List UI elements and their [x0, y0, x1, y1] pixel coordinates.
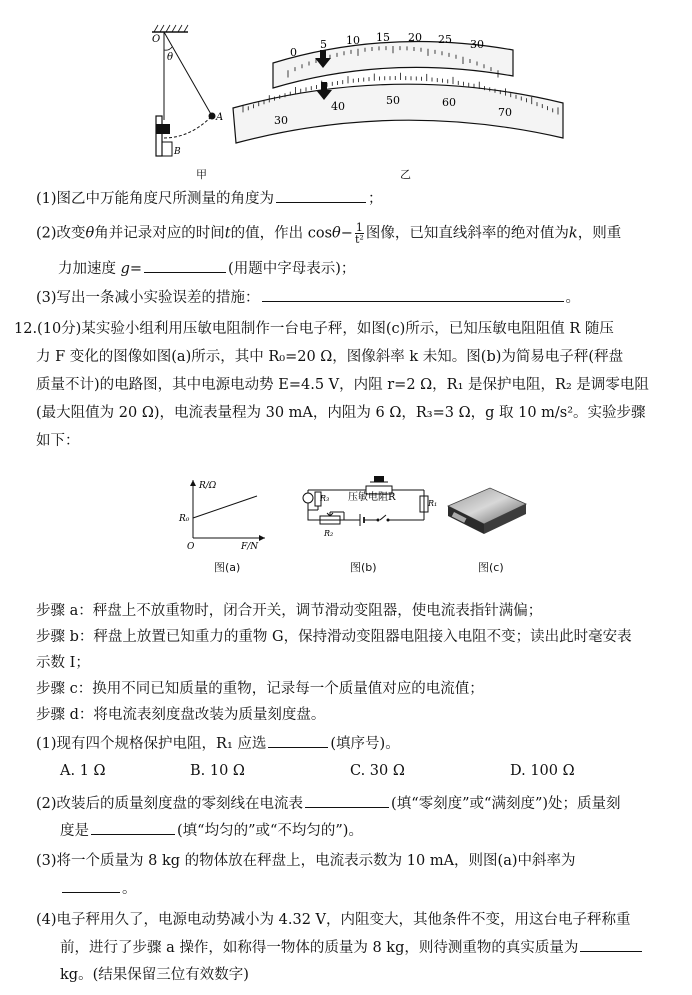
pendulum-a-label: A [216, 112, 224, 123]
main-tick-60: 60 [442, 96, 456, 109]
step-c: 步骤 c：换用不同已知质量的重物，记录每一个质量值对应的电流值； [36, 681, 484, 697]
figure-b-caption: 图(b) [350, 561, 377, 574]
q11-part3: (3)写出一条减小实验误差的措施： 。 [36, 287, 580, 309]
figure-label-yi: 乙 [400, 168, 411, 181]
q12-intro-5: 如下： [36, 433, 80, 449]
q11-part1: (1)图乙中万能角度尺所测量的角度为 ； [36, 188, 383, 210]
main-tick-50: 50 [386, 94, 400, 107]
figure-a-graph [175, 476, 270, 551]
q11-part2-line2: 力加速度 g= (用题中字母表示)； [58, 258, 355, 280]
figure-a-xlabel: F/N [241, 542, 259, 551]
q11-part2: (2)改变θ角并记录对应的时间t的值，作出 cosθ− $\frac{1}{\text{t²}}$ 图像，已知直线斜率的绝对值为k，则重 [36, 221, 622, 246]
figure-c-caption: 图(c) [478, 561, 504, 574]
vernier-protractor-figure [228, 28, 568, 158]
pendulum-o-label: O [152, 34, 161, 45]
q12-part4-line3: kg。(结果保留三位有效数字) [60, 967, 249, 983]
answer-blank-measure[interactable] [262, 287, 564, 302]
q12-part1: (1)现有四个规格保护电阻，R₁ 应选 (填序号)。 [36, 733, 400, 755]
pendulum-theta-label: θ [167, 52, 174, 63]
option-d[interactable]: D. 100 Ω [510, 763, 575, 779]
figure-b-circuit [296, 468, 444, 546]
vernier-tick-20: 20 [408, 31, 422, 44]
vernier-tick-30: 30 [470, 38, 484, 51]
option-c[interactable]: C. 30 Ω [350, 763, 405, 779]
step-b-line1: 步骤 b：秤盘上放置已知重力的重物 G，保持滑动变阻器电阻接入电阻不变；读出此时毫安表 [36, 629, 632, 645]
answer-blank-slope[interactable] [62, 878, 120, 893]
figure-b-pressure-resistor-label: 压敏电阻R [348, 492, 396, 503]
figure-b-r1: R₁ [428, 499, 438, 508]
main-tick-40: 40 [331, 100, 345, 113]
figure-a-ylabel: R/Ω [199, 481, 217, 491]
step-d: 步骤 d：将电流表刻度盘改装为质量刻度盘。 [36, 707, 326, 723]
main-tick-30: 30 [274, 114, 288, 127]
pendulum-b-label: B [174, 147, 181, 157]
pendulum-figure [140, 20, 240, 170]
q12-part3-line2: 。 [60, 878, 137, 900]
option-a[interactable]: A. 1 Ω [60, 763, 106, 779]
answer-blank-true-mass[interactable] [580, 937, 642, 952]
step-a: 步骤 a：秤盘上不放重物时，闭合开关，调节滑动变阻器，使电流表指针满偏； [36, 603, 543, 619]
main-tick-70: 70 [498, 106, 512, 119]
answer-blank-g[interactable] [144, 258, 226, 273]
answer-blank-angle[interactable] [276, 188, 366, 203]
figure-a-r0: R₀ [179, 514, 190, 524]
figure-a-caption: 图(a) [214, 561, 241, 574]
step-b-line2: 示数 I； [36, 655, 90, 671]
figure-b-r3: R₃ [320, 494, 330, 503]
fraction-1-over-t2: $\frac{1}{\text{t²}}$ [354, 221, 364, 246]
q12-intro-3: 质量不计)的电路图，其中电源电动势 E=4.5 V，内阻 r=2 Ω，R₁ 是保护电阻，R₂ 是调零电阻 [36, 377, 649, 393]
q12-intro-1: 12.(10分)某实验小组利用压敏电阻制作一台电子秤，如图(c)所示，已知压敏电阻阻值 R 随压 [14, 321, 614, 337]
q12-part3: (3)将一个质量为 8 kg 的物体放在秤盘上，电流表示数为 10 mA，则图(a)中斜率为 [36, 853, 576, 869]
vernier-tick-15: 15 [376, 31, 390, 44]
figure-a-origin: O [187, 542, 195, 551]
q12-intro-4: (最大阻值为 20 Ω)，电流表量程为 30 mA，内阻为 6 Ω，R₃=3 Ω，g 取 10 m/s²。实验步骤 [36, 405, 646, 421]
q12-options [60, 760, 620, 782]
q12-intro-2: 力 F 变化的图像如图(a)所示，其中 R₀=20 Ω，图像斜率 k 未知。图(b)为简易电子秤(秤盘 [36, 349, 624, 365]
vernier-tick-25: 25 [438, 33, 452, 46]
figure-c-scale-photo [440, 478, 530, 546]
answer-blank-uniform[interactable] [91, 820, 175, 835]
q12-part2-line2: 度是 (填“均匀的”或“不均匀的”)。 [60, 820, 363, 842]
figure-b-r2: R₂ [324, 529, 334, 538]
q12-part4-line2: 前，进行了步骤 a 操作，如称得一物体的质量为 8 kg，则待测重物的真实质量为 [60, 937, 644, 959]
vernier-tick-0: 0 [290, 46, 297, 59]
vernier-tick-5: 5 [320, 38, 327, 51]
answer-blank-zero-line[interactable] [305, 793, 389, 808]
figure-label-jia: 甲 [196, 168, 207, 181]
option-b[interactable]: B. 10 Ω [190, 763, 245, 779]
answer-blank-r1[interactable] [268, 733, 328, 748]
q12-part4: (4)电子秤用久了，电源电动势减小为 4.32 V，内阻变大，其他条件不变，用这台电子秤称重 [36, 912, 631, 928]
vernier-tick-10: 10 [346, 34, 360, 47]
q12-part2: (2)改装后的质量刻度盘的零刻线在电流表 (填“零刻度”或“满刻度”)处；质量刻 [36, 793, 621, 815]
